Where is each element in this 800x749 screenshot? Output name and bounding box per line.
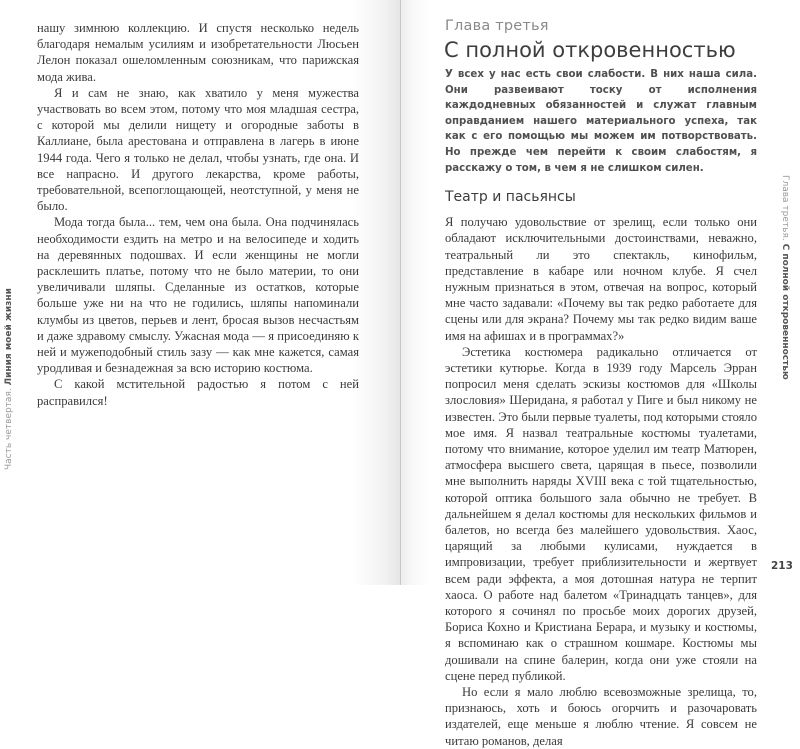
running-head-right	[779, 175, 790, 380]
running-head-left	[4, 288, 15, 470]
right-page-content	[445, 17, 757, 749]
chapter-title: С полной откровенностью	[444, 38, 736, 62]
right-page-body	[445, 214, 757, 749]
running-head-part-title: Линия моей жизни	[4, 288, 14, 386]
paragraph: Мода тогда была... тем, чем она была. Она подчинялась необходимости ездить на метро и на велосипеде и ходить на деревянных подошвах. И если женщины не могли расклешить платье, потому что не было материи, то они увеличивали шляпы. Сделанные из остатков, которые больше уже ни на что не годились, шляпы напоминали клумбы из цветов, перьев и лент, бросая вызов несчастьям и даже здравому смыслу. Ужасная мода — я присоединяю к ней и мужеподобный стиль зазу — как мне кажется, самая уродливая и безнадежная за всю историю костюма.	[37, 215, 359, 376]
chapter-epigraph	[445, 67, 757, 176]
chapter-label: Глава третья	[445, 18, 549, 34]
running-head-chapter: Глава третья.	[780, 175, 790, 241]
paragraph: Я и сам не знаю, как хватило у меня мужества участвовать во всем этом, потому что моя младшая сестра, с которой мы делили нищету и огородные заботы в Каллиане, была арестована и отправлена в лагерь в июне 1944 года. Чего я только не делал, чтобы узнать, где она. И все напрасно. И другого лекарства, кроме работы, требовательной, всепоглощающей, неотступной, у меня не было.	[37, 85, 359, 214]
page-gutter	[400, 0, 401, 585]
paragraph: нашу зимнюю коллекцию. И спустя несколько недель благодаря немалым усилиям и изобретательности Люсьен Лелон показал ошеломленным союзникам, что парижская мода жива.	[37, 21, 359, 84]
running-head-part: Часть четвертая.	[4, 388, 14, 470]
page-number: 213	[771, 560, 793, 572]
running-head-chapter-title: С полной откровенностью	[780, 243, 790, 380]
paragraph: Но если я мало люблю всевозможные зрелища, то, признаюсь, хоть и боюсь огорчить и разочаровать издателей, еще меньше я люблю чтение. Я совсем не читаю романов, делая	[445, 685, 757, 748]
paragraph: Я получаю удовольствие от зрелищ, если только они обладают исключительными достоинствами, неважно, театральный ли это спектакль, кинофильм, представление в кабаре или ночном клубе. Я счел нужным признаться в этом, отвечая на вопрос, который мне часто задавали: «Почему вы так редко работаете для сцены или для экрана? Почему мы так редко видим ваше имя на афишах и в программах?»	[445, 215, 757, 343]
left-page-body	[37, 20, 359, 409]
paragraph: С какой мстительной радостью я потом с ней расправился!	[37, 377, 359, 408]
left-page	[0, 0, 400, 585]
epigraph-text: У всех у нас есть свои слабости. В них наша сила. Они развеивают тоску от исполнения каждодневных обязанностей и служат главным оправданием нашего материального успеха, так как с его помощью мы можем им потворствовать. Но прежде чем перейти к своим слабостям, я расскажу о том, в чем я не слишком силен.	[445, 69, 757, 174]
section-title: Театр и пасьянсы	[445, 189, 576, 206]
paragraph: Эстетика костюмера радикально отличается от эстетики кутюрье. Когда в 1939 году Марсель Эрран попросил меня сделать эскизы костюмов для «Школы злословия» Шеридана, я работал у Пиге и был никому не известен. Это были первые туалеты, под которыми стояло мое имя. Я назвал театральные костюмы туалетами, потому что внимание, которое уделил им театр Матюрен, атмосфера высшего света, царящая в пьесе, позволили мне выполнить наряды XVIII века с той тщательностью, которой оптика большого зала обычно не требует. В дальнейшем я делал костюмы для нескольких фильмов и балетов, но всегда без малейшего удовольствия. Хаос, царящий за любыми кулисами, нуждается в импровизации, требует приблизительности и жертвует всем ради эффекта, а моя дотошная натура не терпит хаоса. О работе над балетом «Тринадцать танцев», для которого я сочинял по просьбе моих дорогих друзей, Бориса Кохно и Кристиана Берара, и музыку и костюмы, я вспоминаю как о страшном кошмаре. Костюмы мы дошивали на спине балерин, когда они уже стояли на сцене перед публикой.	[445, 344, 757, 683]
